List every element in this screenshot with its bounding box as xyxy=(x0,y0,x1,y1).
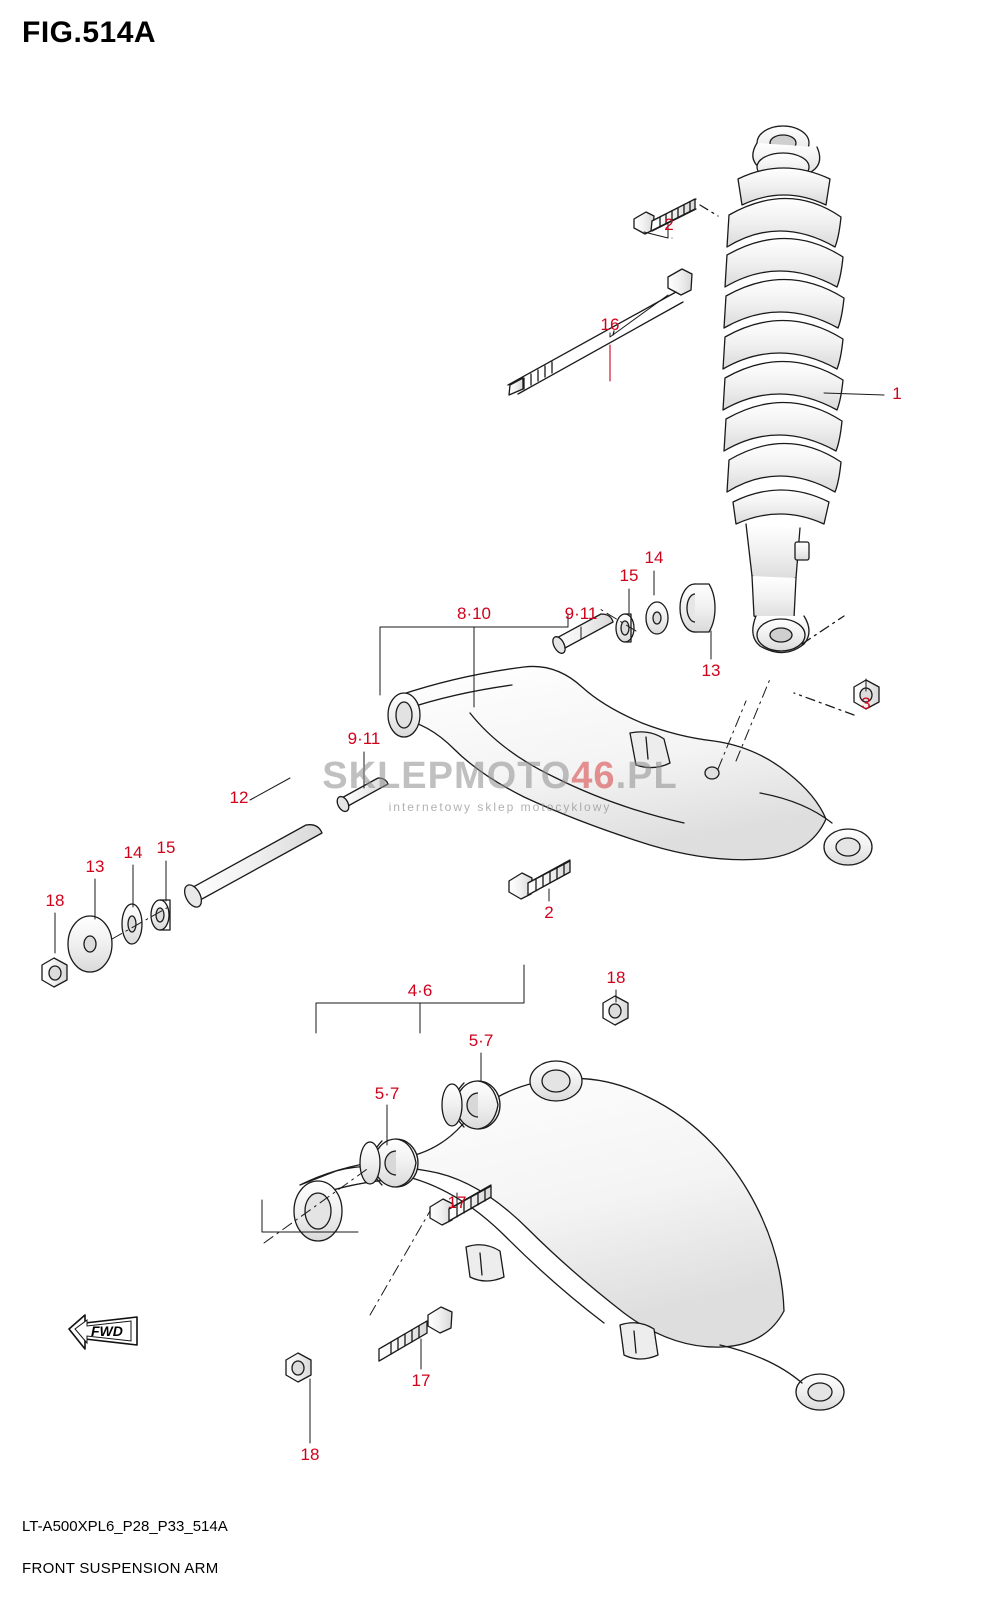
callout-1: 1 xyxy=(892,384,902,403)
bushing-5-7-a xyxy=(442,1081,500,1129)
footer-model-code: LT-A500XPL6_P28_P33_514A xyxy=(22,1518,228,1535)
callout-18-right: 18 xyxy=(606,968,626,987)
callout-5-7-b: 5·7 xyxy=(374,1084,400,1103)
callout-5-7-a: 5·7 xyxy=(468,1031,494,1050)
upper-mount-bolt xyxy=(634,199,718,234)
callout-15-top: 15 xyxy=(619,566,639,585)
page-title: FIG.514A xyxy=(22,16,157,49)
bushing-14-top xyxy=(680,584,715,632)
callout-13-left: 13 xyxy=(85,857,105,876)
nut-18-left xyxy=(42,958,67,987)
pivot-shaft-12 xyxy=(181,825,322,910)
watermark-subtitle: internetowy sklep motocyklowy xyxy=(388,800,612,814)
fwd-label: FWD xyxy=(91,1323,123,1339)
callout-15-left: 15 xyxy=(156,838,176,857)
exploded-parts-diagram xyxy=(0,55,1000,1475)
callout-9-11-b: 9·11 xyxy=(347,729,381,748)
upper-suspension-arm xyxy=(388,666,872,865)
shock-absorber xyxy=(723,126,844,653)
watermark-text-3: .PL xyxy=(615,755,678,797)
callout-3: 3 xyxy=(861,694,871,713)
nut-18-bottom xyxy=(286,1353,311,1382)
callout-17-a: 17 xyxy=(447,1193,467,1212)
callout-2-low: 2 xyxy=(544,903,554,922)
fwd-direction-badge xyxy=(65,1305,145,1365)
callout-14-top: 14 xyxy=(644,548,664,567)
callout-18-left: 18 xyxy=(45,891,65,910)
callout-2-top: 2 xyxy=(664,215,674,234)
callout-4-6: 4·6 xyxy=(407,981,433,1000)
bolt-17-lower xyxy=(379,1307,452,1361)
callout-9-11-a: 9·11 xyxy=(564,604,598,623)
lower-suspension-arm xyxy=(294,1061,844,1410)
bushing-13-left xyxy=(68,916,112,972)
callout-17-b: 17 xyxy=(411,1371,431,1390)
bushing-5-7-b xyxy=(360,1139,418,1187)
callout-8-10: 8·10 xyxy=(456,604,492,623)
callout-18-bot: 18 xyxy=(300,1445,320,1464)
footer-figure-title: FRONT SUSPENSION ARM xyxy=(22,1560,219,1577)
watermark-text-2: 46 xyxy=(571,755,616,797)
callout-12: 12 xyxy=(229,788,249,807)
callout-13-top: 13 xyxy=(701,661,721,680)
callout-16: 16 xyxy=(600,315,620,334)
watermark-text-1: SKLEPMOTO xyxy=(322,755,572,797)
collar-9-11-b xyxy=(335,778,388,813)
callout-14-left: 14 xyxy=(123,843,143,862)
washer-15-top xyxy=(646,602,668,634)
lower-mount-bolt xyxy=(509,860,570,899)
